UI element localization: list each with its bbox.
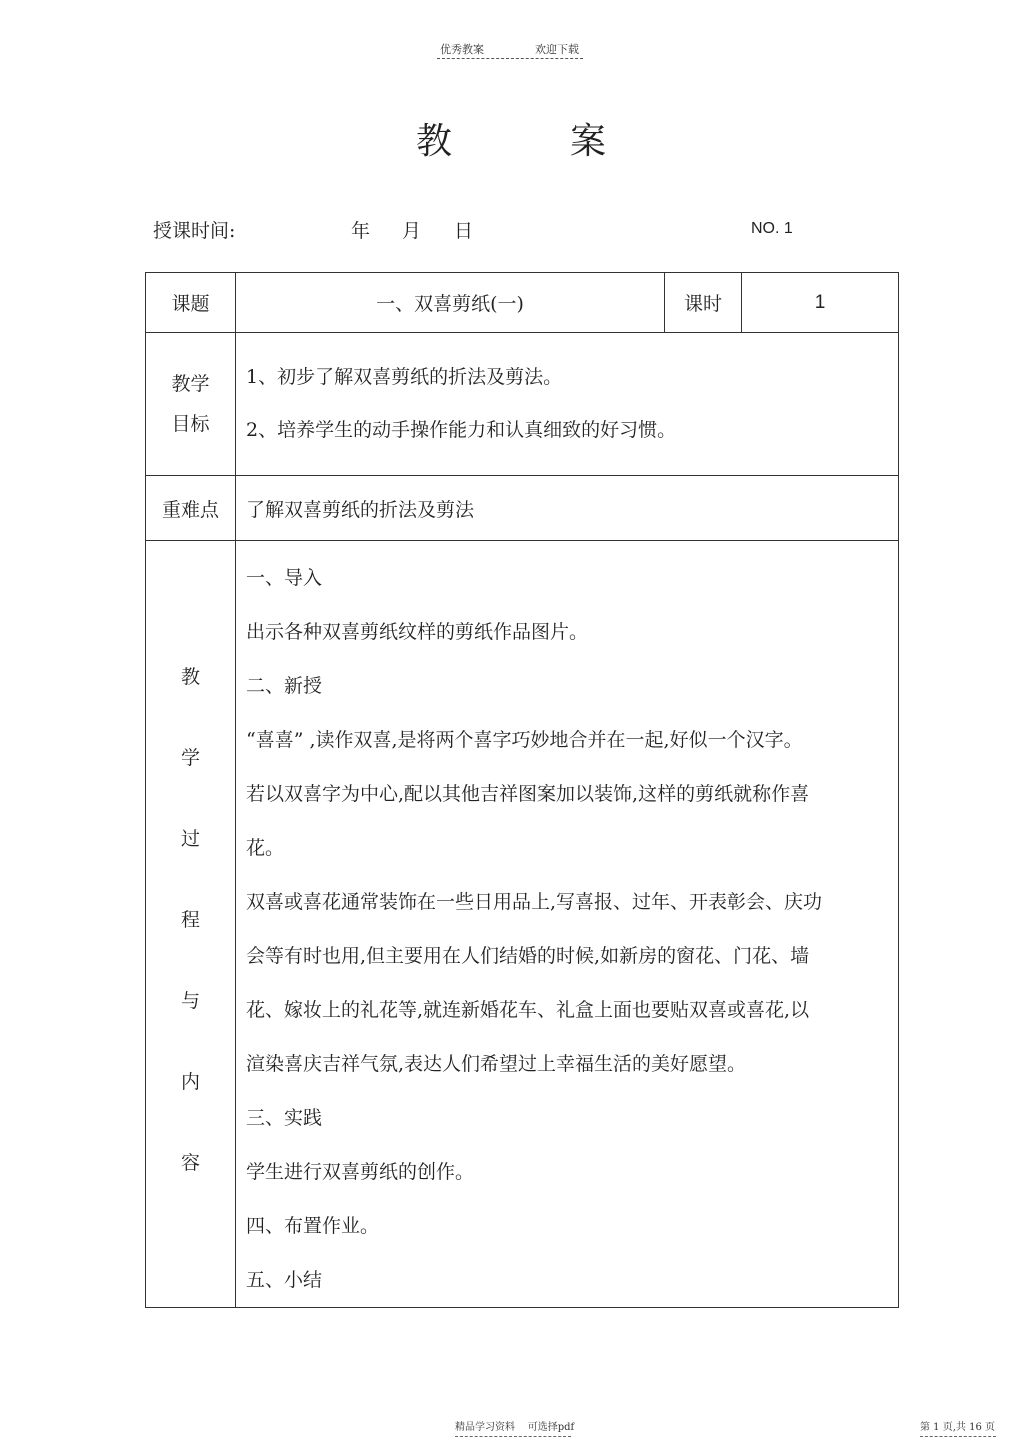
key-points-row [146, 476, 899, 541]
process-content [236, 541, 899, 1308]
header-left-text: 优秀教案 [440, 43, 484, 56]
process-line: 若以双喜字为中心,配以其他吉祥图案加以装饰,这样的剪纸就称作喜 [246, 783, 810, 805]
process-label-char: 教 [180, 666, 200, 688]
footer-right [920, 1418, 996, 1437]
process-label-char: 内 [180, 1071, 200, 1093]
page-count: 第 1 页,共 16 页 [920, 1422, 995, 1433]
date-label: 授课时间: [153, 220, 236, 242]
goal-item: 1、初步了解双喜剪纸的折法及剪法。 [246, 366, 563, 388]
hours-value: 1 [742, 273, 899, 333]
footer-left-text: 精品学习资料 可选择pdf [455, 1422, 575, 1433]
lesson-plan-table [145, 272, 899, 1308]
date-day: 日 [454, 220, 474, 242]
goals-label-line: 目标 [171, 413, 210, 435]
process-label-char: 与 [180, 990, 200, 1012]
process-row [146, 541, 899, 1308]
topic-value: 一、双喜剪纸(一) [236, 273, 665, 333]
date-month: 月 [402, 220, 422, 242]
process-line: 二、新授 [246, 675, 323, 697]
hours-label: 课时 [665, 273, 742, 333]
process-line: 花、嫁妆上的礼花等,就连新婚花车、礼盒上面也要贴双喜或喜花,以 [246, 999, 810, 1021]
topic-label: 课题 [146, 273, 236, 333]
process-line: 出示各种双喜剪纸纹样的剪纸作品图片。 [246, 621, 589, 643]
date-year: 年 [351, 220, 371, 242]
lesson-number: NO. 1 [751, 220, 793, 237]
process-label-char: 程 [180, 909, 200, 931]
process-label-char: 学 [180, 747, 200, 769]
process-line: 花。 [246, 837, 285, 859]
goals-label [146, 333, 236, 476]
process-label-char: 过 [180, 828, 200, 850]
process-label-char: 容 [180, 1152, 200, 1174]
page-header [437, 40, 583, 62]
goals-label-line: 教学 [171, 373, 210, 395]
goals-row [146, 333, 899, 476]
process-line: 学生进行双喜剪纸的创作。 [246, 1161, 475, 1183]
key-points-value: 了解双喜剪纸的折法及剪法 [236, 476, 899, 541]
goals-content [236, 333, 899, 476]
key-points-label: 重难点 [146, 476, 236, 541]
process-line: 会等有时也用,但主要用在人们结婚的时候,如新房的窗花、门花、墙 [246, 945, 810, 967]
footer-right-divider [920, 1436, 996, 1437]
goal-item: 2、培养学生的动手操作能力和认真细致的好习惯。 [246, 419, 677, 441]
footer-left [455, 1418, 575, 1437]
title-char-2: 案 [570, 121, 607, 162]
topic-row [146, 273, 899, 333]
process-line: 双喜或喜花通常装饰在一些日用品上,写喜报、过年、开表彰会、庆功 [246, 891, 823, 913]
header-right-text: 欢迎下载 [535, 43, 579, 56]
process-line: 五、小结 [246, 1269, 323, 1291]
header-divider [437, 58, 583, 59]
process-line: “喜喜” ,读作双喜,是将两个喜字巧妙地合并在一起,好似一个汉字。 [246, 729, 803, 751]
title-char-1: 教 [416, 121, 453, 162]
process-line: 三、实践 [246, 1107, 323, 1129]
footer-left-divider [455, 1436, 571, 1437]
process-label [146, 541, 236, 1308]
process-line: 四、布置作业。 [246, 1215, 380, 1237]
process-line: 一、导入 [246, 567, 323, 589]
process-line: 渲染喜庆吉祥气氛,表达人们希望过上幸福生活的美好愿望。 [246, 1053, 747, 1075]
